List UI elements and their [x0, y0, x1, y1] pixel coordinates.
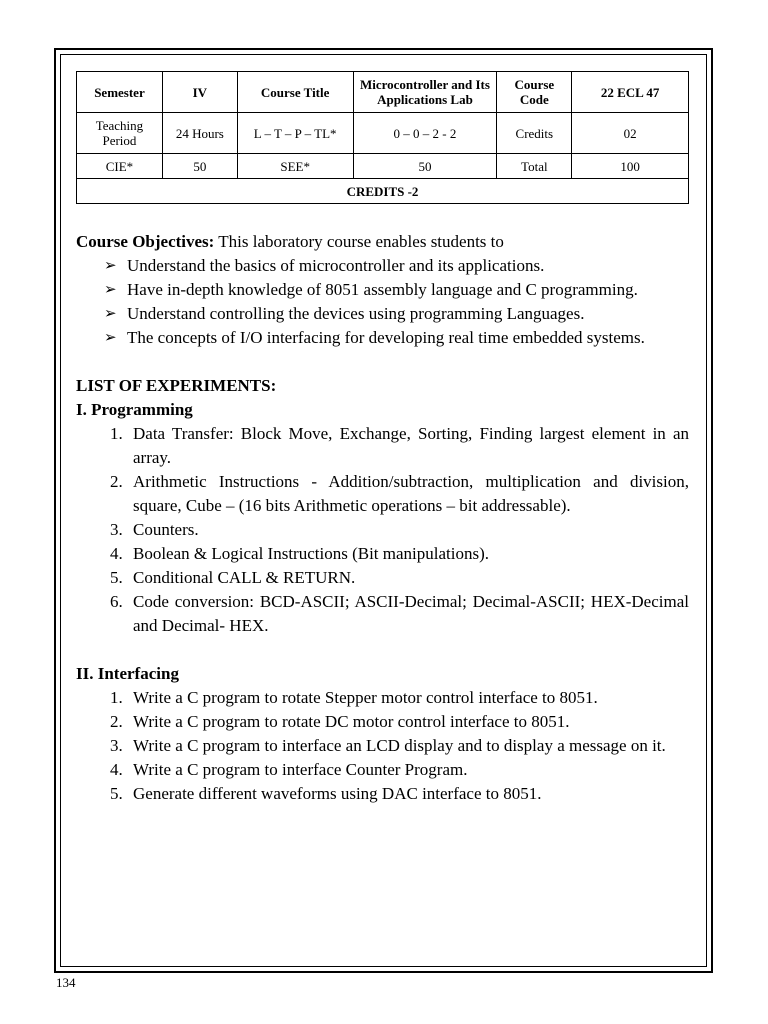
- interfacing-list: [76, 686, 689, 806]
- list-item: 1. Data Transfer: Block Move, Exchange, Sorting, Finding largest element in an array.: [127, 422, 689, 470]
- course-info-table: [76, 71, 689, 204]
- semester-value: IV: [162, 72, 237, 113]
- objectives-label: Course Objectives:: [76, 232, 215, 251]
- semester-label: Semester: [77, 72, 163, 113]
- list-item: 1. Write a C program to rotate Stepper motor control interface to 8051.: [127, 686, 689, 710]
- table-row: [77, 72, 689, 113]
- total-label: Total: [497, 154, 572, 179]
- objectives-intro: [76, 230, 689, 254]
- page-number: 134: [56, 975, 76, 990]
- list-item: 2. Write a C program to rotate DC motor control interface to 8051.: [127, 710, 689, 734]
- main-content: [76, 230, 689, 806]
- programming-heading: I. Programming: [76, 400, 193, 419]
- teaching-period-label: Teaching Period: [77, 113, 163, 154]
- credits-label: Credits: [497, 113, 572, 154]
- list-item: 2. Arithmetic Instructions - Addition/subtraction, multiplication and division, square, Cube – (16 bits Arithmetic operations – bit addressable).: [127, 470, 689, 518]
- ltp-label: L – T – P – TL*: [237, 113, 353, 154]
- list-item: 3. Write a C program to interface an LCD display and to display a message on it.: [127, 734, 689, 758]
- objective-text: The concepts of I/O interfacing for developing real time embedded systems.: [127, 328, 645, 347]
- cie-value: 50: [162, 154, 237, 179]
- course-title-label: Course Title: [237, 72, 353, 113]
- teaching-period-value: 24 Hours: [162, 113, 237, 154]
- ltp-value: 0 – 0 – 2 - 2: [353, 113, 497, 154]
- arrow-bullet-icon: ➢: [104, 282, 117, 298]
- arrow-bullet-icon: ➢: [104, 258, 117, 274]
- credits-summary: CREDITS -2: [77, 179, 689, 204]
- table-row: [77, 179, 689, 204]
- objectives-list: [76, 254, 689, 350]
- list-item: [104, 326, 689, 350]
- list-item: 4. Write a C program to interface Counter Program.: [127, 758, 689, 782]
- table-row: [77, 154, 689, 179]
- see-value: 50: [353, 154, 497, 179]
- arrow-bullet-icon: ➢: [104, 306, 117, 322]
- list-item: [104, 254, 689, 278]
- list-item: [104, 278, 689, 302]
- course-title-value: Microcontroller and Its Applications Lab: [353, 72, 497, 113]
- page-border: [54, 48, 713, 973]
- cie-label: CIE*: [77, 154, 163, 179]
- arrow-bullet-icon: ➢: [104, 330, 117, 346]
- objective-text: Have in-depth knowledge of 8051 assembly language and C programming.: [127, 280, 638, 299]
- total-value: 100: [572, 154, 689, 179]
- objective-text: Understand the basics of microcontroller and its applications.: [127, 256, 545, 275]
- programming-list: [76, 422, 689, 638]
- credits-value: 02: [572, 113, 689, 154]
- list-item: 4. Boolean & Logical Instructions (Bit manipulations).: [127, 542, 689, 566]
- list-item: 5. Generate different waveforms using DAC interface to 8051.: [127, 782, 689, 806]
- course-code-label: Course Code: [497, 72, 572, 113]
- objectives-intro-text: This laboratory course enables students to: [214, 232, 504, 251]
- experiments-heading: LIST OF EXPERIMENTS:: [76, 376, 277, 395]
- table-row: [77, 113, 689, 154]
- list-item: 6. Code conversion: BCD-ASCII; ASCII-Decimal; Decimal-ASCII; HEX-Decimal and Decimal- HEX.: [127, 590, 689, 638]
- interfacing-heading: II. Interfacing: [76, 664, 179, 683]
- list-item: 5. Conditional CALL & RETURN.: [127, 566, 689, 590]
- list-item: [104, 302, 689, 326]
- list-item: 3. Counters.: [127, 518, 689, 542]
- objective-text: Understand controlling the devices using programming Languages.: [127, 304, 585, 323]
- course-code-value: 22 ECL 47: [572, 72, 689, 113]
- see-label: SEE*: [237, 154, 353, 179]
